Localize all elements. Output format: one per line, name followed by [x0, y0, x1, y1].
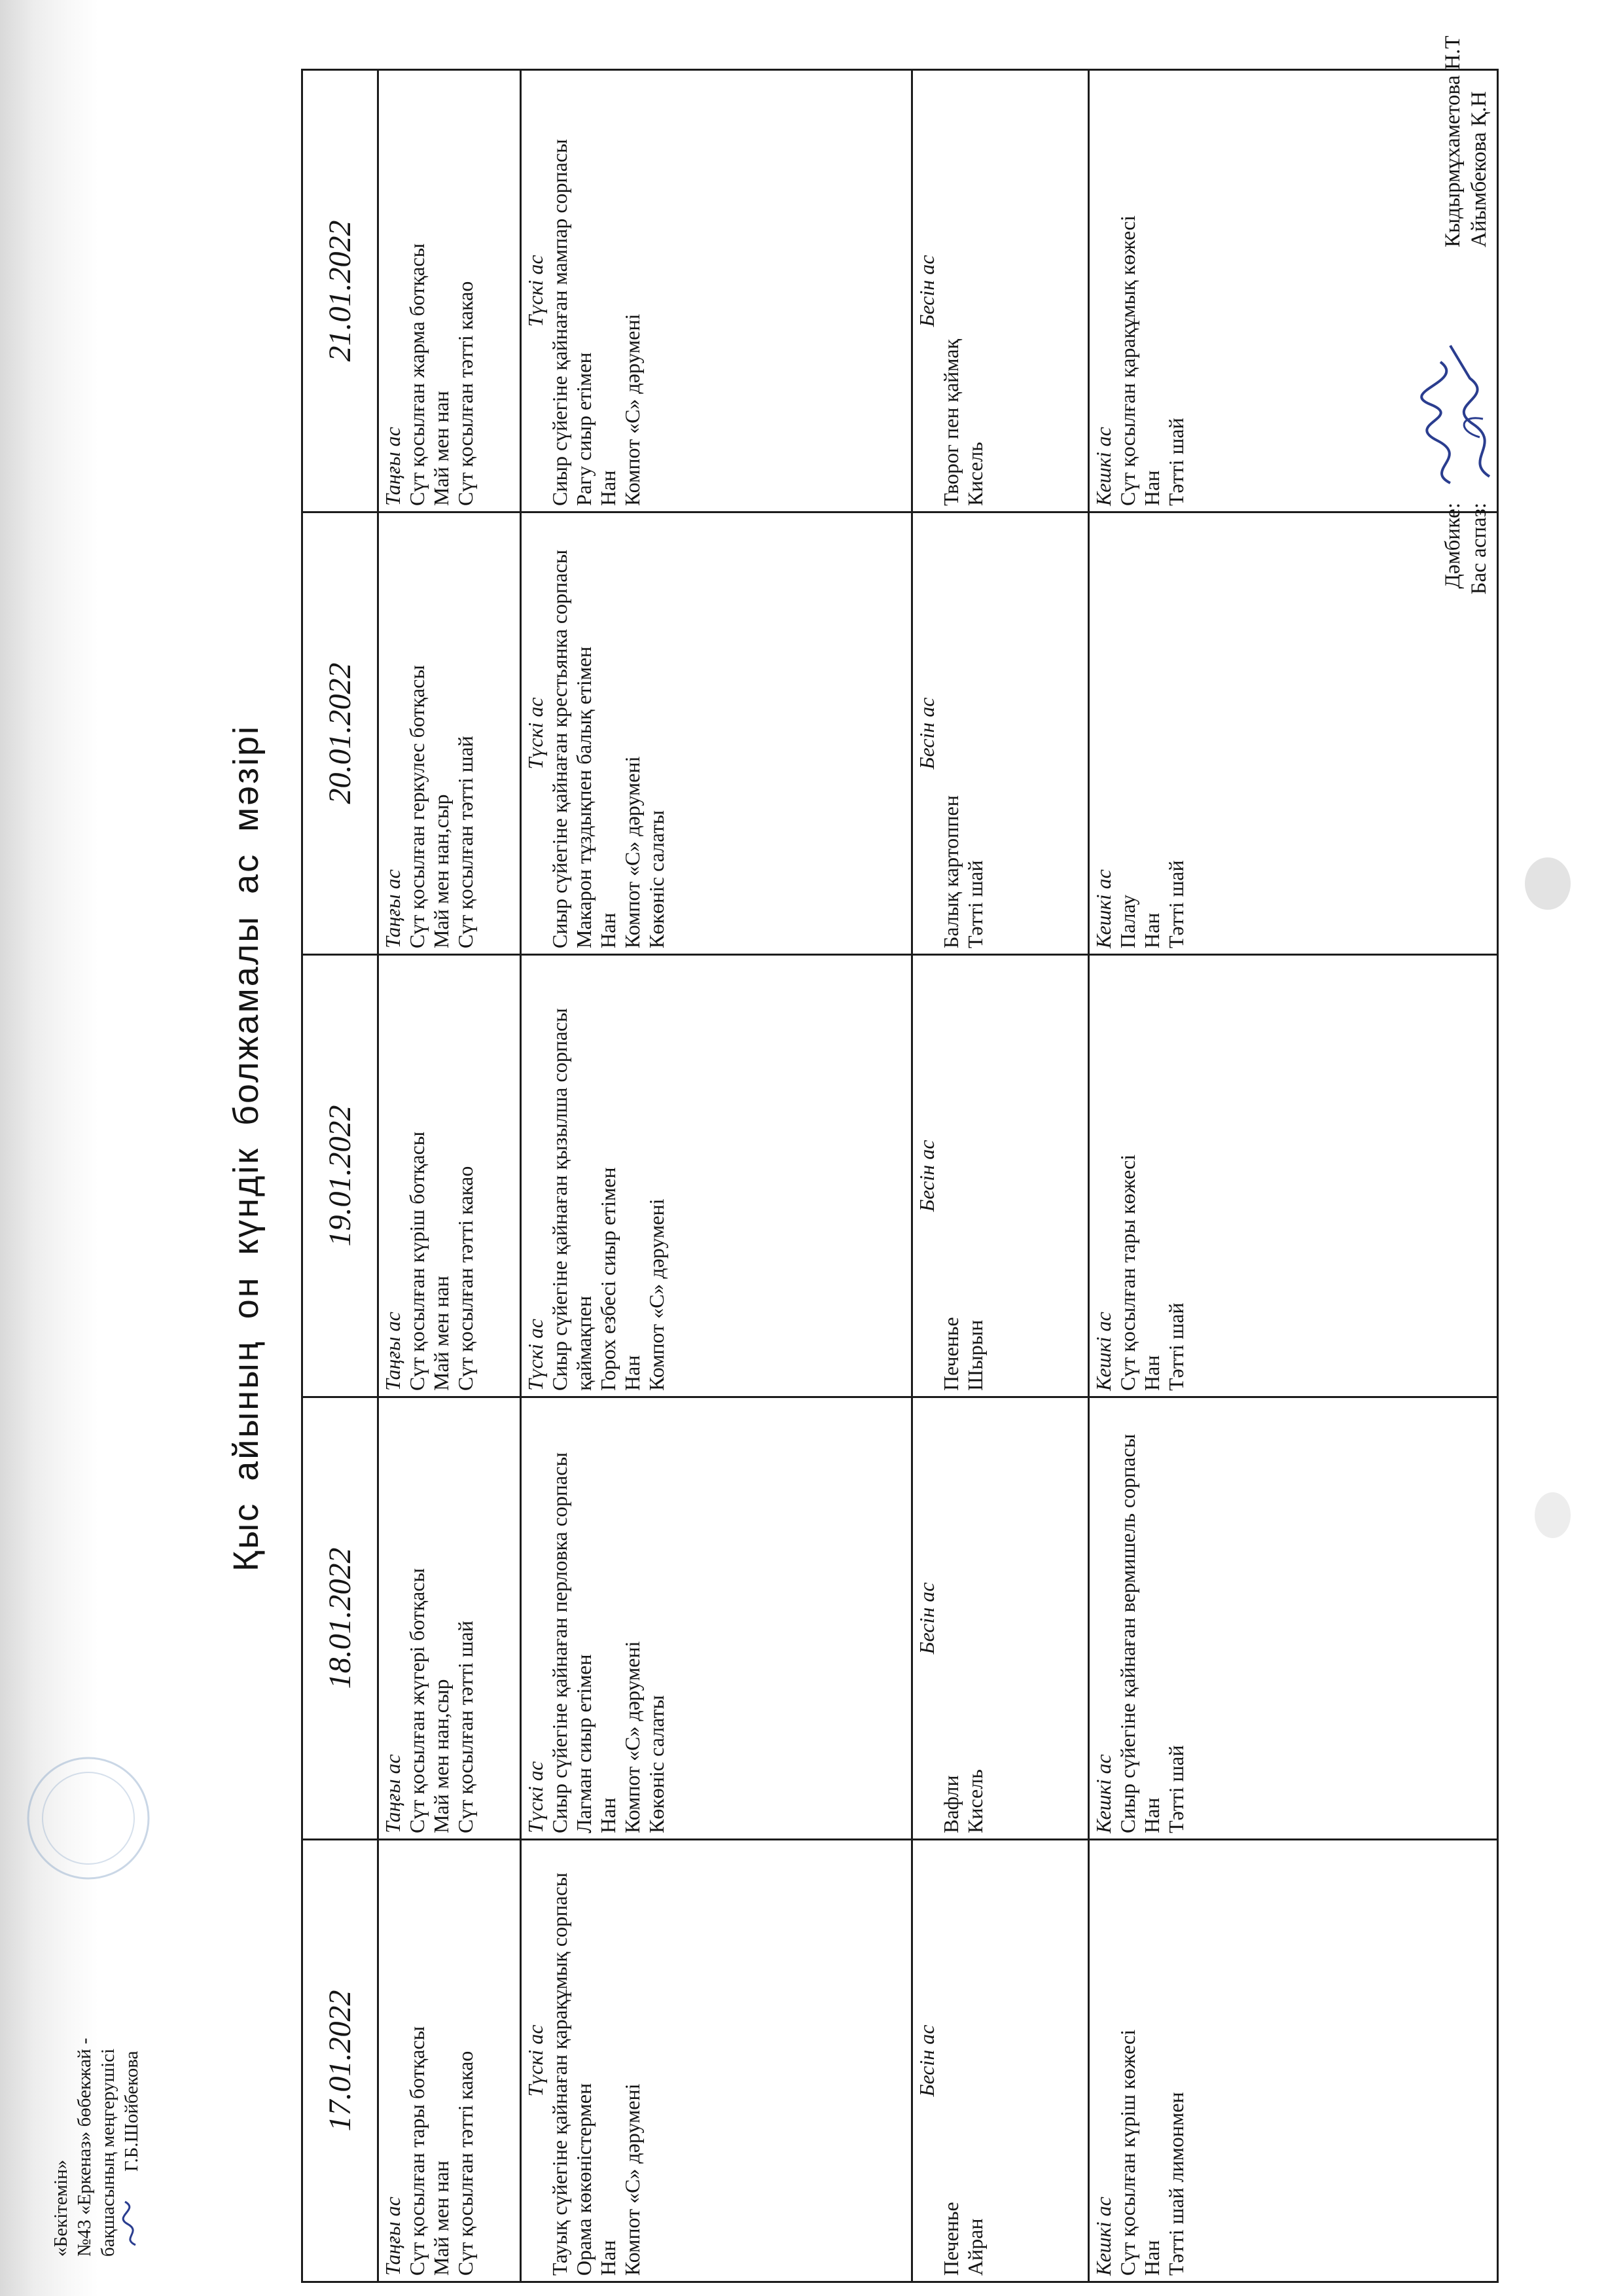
menu-item: Нан	[1140, 2240, 1164, 2276]
menu-item: Тәтті шай	[1164, 418, 1188, 506]
menu-item: Май мен нан	[429, 1276, 453, 1391]
meal-label: Таңғы ас	[380, 2197, 404, 2276]
signature-name: Айымбекова Қ.Н	[1467, 91, 1491, 247]
menu-item: Сүт қосылған тәтті какао	[453, 1166, 477, 1391]
menu-item: Тәтті шай лимонмен	[1164, 2092, 1188, 2276]
lunch-cell	[520, 955, 912, 1397]
menu-item: Нан	[596, 470, 620, 506]
date-cell: 19.01.2022	[302, 955, 378, 1397]
menu-item: Май мен нан,сыр	[429, 1679, 453, 1833]
meal-label: Таңғы ас	[380, 1312, 404, 1391]
meal-label: Бесін ас	[915, 697, 939, 770]
meal-label: Бесін ас	[915, 255, 939, 327]
approval-line: «Бекітемін»	[50, 2159, 71, 2257]
approval-name: Г.Б.Шойбекова	[121, 2051, 142, 2172]
approval-line: бақшасының меңгерушісі	[98, 2048, 118, 2257]
page-title: Қыс айының он күндік болжамалы ас мәзірі	[226, 724, 266, 1572]
signature-role: Бас аспаз:	[1467, 503, 1491, 595]
signature-block	[1440, 18, 1492, 607]
approval-signature-scribble	[116, 2172, 149, 2250]
menu-item: Май мен нан	[429, 391, 453, 506]
menu-item: Сиыр сүйегіне қайнаған мампар сорпасы	[547, 139, 571, 506]
breakfast-cell	[378, 1840, 520, 2282]
menu-item: Кисель	[963, 442, 988, 506]
breakfast-row	[378, 70, 520, 2282]
menu-item: Көкөніс салаты	[644, 1695, 668, 1833]
snack-cell	[912, 512, 1089, 955]
menu-item: Балық картоппен	[939, 795, 963, 948]
meal-label: Түскі ас	[523, 697, 547, 770]
menu-item: Рагу сиыр етімен	[571, 352, 596, 506]
menu-item: Айран	[963, 2218, 988, 2276]
menu-item: Сүт қосылған қарақұмық көжесі	[1116, 215, 1140, 506]
lunch-cell	[520, 1840, 912, 2282]
snack-cell	[912, 1840, 1089, 2282]
menu-item: Орама көкөністермен	[571, 2083, 596, 2276]
approval-block	[49, 1864, 143, 2257]
meal-label: Бесін ас	[915, 2024, 939, 2097]
lunch-cell	[520, 512, 912, 955]
breakfast-cell	[378, 1397, 520, 1840]
menu-item: Компот «С» дәрумені	[620, 2083, 644, 2276]
menu-item: Сүт қосылған жарма ботқасы	[404, 243, 429, 506]
meal-label: Таңғы ас	[380, 869, 404, 948]
meal-label: Кешкі ас	[1092, 427, 1116, 506]
menu-item: Палау	[1116, 894, 1140, 948]
approval-signature-line	[120, 1864, 143, 2257]
menu-item: Сүт қосылған тәтті шай	[453, 736, 477, 948]
signature-line-chef	[1466, 18, 1492, 607]
meal-label: Кешкі ас	[1092, 1312, 1116, 1391]
menu-item: Май мен нан,сыр	[429, 794, 453, 948]
menu-item: Нан	[1140, 470, 1164, 506]
menu-item: Творог пен қаймақ	[939, 338, 963, 506]
signature-name: Кыдырмұхаметова Н.Т	[1441, 35, 1465, 247]
lunch-cell	[520, 1397, 912, 1840]
menu-item: Шырын	[963, 1319, 988, 1391]
meal-label: Таңғы ас	[380, 1754, 404, 1833]
menu-item: Сүт қосылған тары ботқасы	[404, 2026, 429, 2276]
date-cell: 20.01.2022	[302, 512, 378, 955]
menu-item: Тәтті шай	[1164, 860, 1188, 948]
menu-item: Сүт қосылған тәтті шай	[453, 1621, 477, 1833]
menu-item: Сүт қосылған тәтті какао	[453, 2051, 477, 2276]
menu-item: Сиыр сүйегіне қайнаған крестьянка сорпасы	[547, 549, 571, 948]
menu-item: Нан	[596, 1797, 620, 1833]
breakfast-cell	[378, 70, 520, 512]
menu-table	[301, 69, 1499, 2283]
menu-item: Көкөніс салаты	[644, 810, 668, 948]
menu-item: Печенье	[939, 1317, 963, 1391]
menu-item: Сиыр сүйегіне қайнаған қызылша сорпасы қаймақпен	[547, 1008, 596, 1391]
meal-label: Бесін ас	[915, 1582, 939, 1655]
menu-item: Лагман сиыр етімен	[571, 1654, 596, 1833]
snack-row	[912, 70, 1089, 2282]
menu-item: Нан	[620, 1355, 644, 1391]
snack-cell	[912, 955, 1089, 1397]
signature-line-cook	[1440, 18, 1466, 607]
menu-item: Сүт қосылған тәтті какао	[453, 281, 477, 506]
dinner-cell	[1089, 1840, 1498, 2282]
menu-item: Компот «С» дәрумені	[620, 756, 644, 948]
approval-line: №43 «Еркеназ» бөбекжай -	[74, 2037, 95, 2257]
meal-label: Кешкі ас	[1092, 869, 1116, 948]
meal-label: Түскі ас	[523, 1761, 547, 1833]
menu-item: Май мен нан	[429, 2161, 453, 2276]
meal-label: Таңғы ас	[380, 427, 404, 506]
date-cell: 18.01.2022	[302, 1397, 378, 1840]
menu-item: Нан	[596, 912, 620, 948]
menu-item: Нан	[596, 2240, 620, 2276]
menu-item: Нан	[1140, 912, 1164, 948]
menu-item: Макарон тұздықпен балық етімен	[571, 646, 596, 948]
meal-label: Кешкі ас	[1092, 2197, 1116, 2276]
menu-item: Нан	[1140, 1797, 1164, 1833]
meal-label: Түскі ас	[523, 255, 547, 327]
lunch-row	[520, 70, 912, 2282]
meal-label: Бесін ас	[915, 1139, 939, 1212]
dinner-cell	[1089, 512, 1498, 955]
date-cell: 17.01.2022	[302, 1840, 378, 2282]
menu-item: Сиыр сүйегіне қайнаған перловка сорпасы	[547, 1452, 571, 1833]
menu-item: Тәтті шай	[1164, 1302, 1188, 1391]
breakfast-cell	[378, 955, 520, 1397]
menu-item: Кисель	[963, 1769, 988, 1833]
menu-item: Компот «С» дәрумені	[620, 314, 644, 506]
menu-item: Сүт қосылған жүгері ботқасы	[404, 1568, 429, 1833]
menu-item: Тәтті шай	[1164, 1745, 1188, 1833]
menu-item: Печенье	[939, 2202, 963, 2276]
date-cell: 21.01.2022	[302, 70, 378, 512]
breakfast-cell	[378, 512, 520, 955]
menu-item: Тауық сүйегіне қайнаған қарақұмық сорпасы	[547, 1873, 571, 2276]
menu-item: Сүт қосылған күріш көжесі	[1116, 2029, 1140, 2276]
lunch-cell	[520, 70, 912, 512]
menu-item: Вафли	[939, 1775, 963, 1833]
dinner-cell	[1089, 1397, 1498, 1840]
date-row	[302, 70, 378, 2282]
menu-item: Горох езбесі сиыр етімен	[596, 1167, 620, 1391]
meal-label: Түскі ас	[523, 2024, 547, 2097]
menu-item: Сүт қосылған тары көжесі	[1116, 1154, 1140, 1391]
signature-role: Дәмбике:	[1441, 503, 1465, 589]
menu-item: Тәтті шай	[963, 860, 988, 948]
dinner-cell	[1089, 955, 1498, 1397]
menu-item: Нан	[1140, 1355, 1164, 1391]
menu-item: Сиыр сүйегіне қайнаған вермишель сорпасы	[1116, 1433, 1140, 1833]
snack-cell	[912, 70, 1089, 512]
menu-item: Компот «С» дәрумені	[620, 1641, 644, 1833]
meal-label: Түскі ас	[523, 1318, 547, 1391]
menu-item: Компот «С» дәрумені	[644, 1198, 668, 1391]
stamp-icon	[23, 1746, 154, 1890]
menu-item: Сүт қосылған геркулес ботқасы	[404, 665, 429, 948]
meal-label: Кешкі ас	[1092, 1754, 1116, 1833]
menu-item: Сүт қосылған күріш ботқасы	[404, 1131, 429, 1391]
snack-cell	[912, 1397, 1089, 1840]
